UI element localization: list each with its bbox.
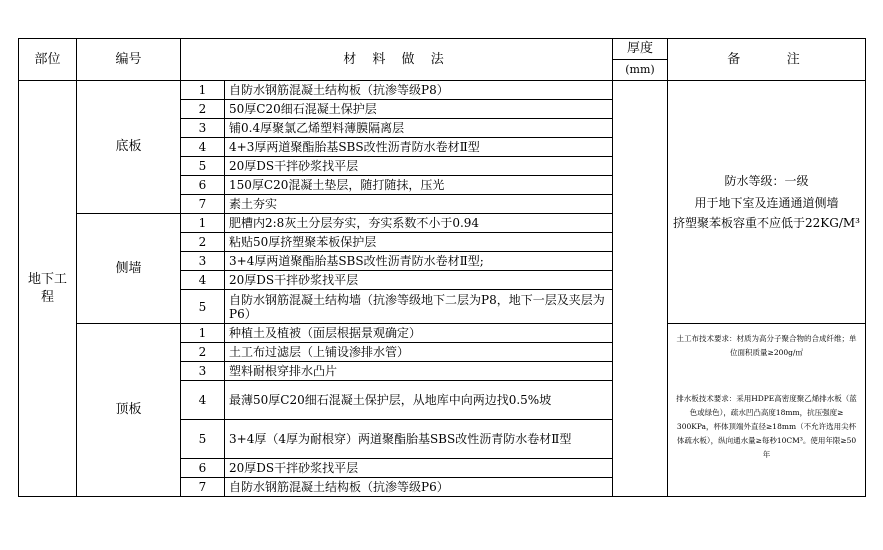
remarks-geotextile: 土工布技术要求：材质为高分子聚合物的合成纤维；单位面积质量≥200g/㎡ <box>676 334 857 357</box>
group-name-roof: 顶板 <box>77 324 181 497</box>
row-number: 4 <box>181 138 225 157</box>
row-number: 2 <box>181 100 225 119</box>
row-number: 5 <box>181 290 225 324</box>
row-number: 3 <box>181 252 225 271</box>
table-row <box>19 81 866 100</box>
header-thickness-label: 厚度 <box>613 39 667 60</box>
row-material: 20厚DS干拌砂浆找平层 <box>225 157 613 176</box>
row-material: 肥槽内2:8灰土分层夯实，夯实系数不小于0.94 <box>225 214 613 233</box>
row-number: 7 <box>181 478 225 497</box>
row-number: 6 <box>181 459 225 478</box>
material-spec-table <box>18 38 866 497</box>
group-name-floor: 底板 <box>77 81 181 214</box>
row-material: 20厚DS干拌砂浆找平层 <box>225 459 613 478</box>
row-number: 5 <box>181 157 225 176</box>
row-number: 2 <box>181 343 225 362</box>
remarks-drain-board: 排水板技术要求：采用HDPE高密度聚乙烯排水板（蓝色或绿色），疏水凹凸高度18mm，抗压强度≥ 300KPa，杯体顶端外直径≥18mm（不允许选用尖杯体疏水板），纵向通水量≥每秒10CM³。使用年限≥50年 <box>676 394 857 459</box>
row-number: 2 <box>181 233 225 252</box>
remarks-line: 防水等级：一级 <box>724 174 809 188</box>
row-material: 自防水钢筋混凝土结构板（抗渗等级P6） <box>225 478 613 497</box>
row-material: 土工布过滤层（上铺设渗排水管） <box>225 343 613 362</box>
remarks-line: 挤塑聚苯板容重不应低于22KG/M³ <box>673 216 860 230</box>
header-code: 编号 <box>77 39 181 81</box>
header-thickness-unit: (mm) <box>625 63 655 76</box>
row-material: 4+3厚两道聚酯胎基SBS改性沥青防水卷材Ⅱ型 <box>225 138 613 157</box>
header-row <box>19 39 866 81</box>
header-location: 部位 <box>19 39 77 81</box>
row-material: 50厚C20细石混凝土保护层 <box>225 100 613 119</box>
row-material: 粘贴50厚挤塑聚苯板保护层 <box>225 233 613 252</box>
remarks-general <box>668 81 866 324</box>
row-number: 1 <box>181 214 225 233</box>
row-material: 种植土及植被（面层根据景观确定） <box>225 324 613 343</box>
row-material: 150厚C20混凝土垫层，随打随抹，压光 <box>225 176 613 195</box>
row-material: 最薄50厚C20细石混凝土保护层，从地库中向两边找0.5%坡 <box>225 381 613 420</box>
remarks-line: 用于地下室及连通通道侧墙 <box>694 196 839 210</box>
row-material: 自防水钢筋混凝土结构板（抗渗等级P8） <box>225 81 613 100</box>
row-number: 7 <box>181 195 225 214</box>
row-number: 4 <box>181 381 225 420</box>
row-material: 20厚DS干拌砂浆找平层 <box>225 271 613 290</box>
location-cell: 地下工程 <box>19 81 77 497</box>
remarks-lower <box>668 324 866 497</box>
row-number: 1 <box>181 324 225 343</box>
row-material: 素土夯实 <box>225 195 613 214</box>
row-number: 3 <box>181 362 225 381</box>
group-name-side-wall: 侧墙 <box>77 214 181 324</box>
row-material: 自防水钢筋混凝土结构墙（抗渗等级地下二层为P8，地下一层及夹层为P6） <box>225 290 613 324</box>
row-material: 3+4厚（4厚为耐根穿）两道聚酯胎基SBS改性沥青防水卷材Ⅱ型 <box>225 420 613 459</box>
row-material: 塑料耐根穿排水凸片 <box>225 362 613 381</box>
row-number: 6 <box>181 176 225 195</box>
thickness-cell <box>613 81 668 497</box>
row-number: 5 <box>181 420 225 459</box>
header-method: 材 料 做 法 <box>181 39 613 81</box>
header-thickness <box>613 39 668 81</box>
row-material: 3+4厚两道聚酯胎基SBS改性沥青防水卷材Ⅱ型; <box>225 252 613 271</box>
header-remarks: 备 注 <box>668 39 866 81</box>
row-material: 铺0.4厚聚氯乙烯塑料薄膜隔离层 <box>225 119 613 138</box>
row-number: 3 <box>181 119 225 138</box>
row-number: 1 <box>181 81 225 100</box>
row-number: 4 <box>181 271 225 290</box>
table-row <box>19 324 866 343</box>
